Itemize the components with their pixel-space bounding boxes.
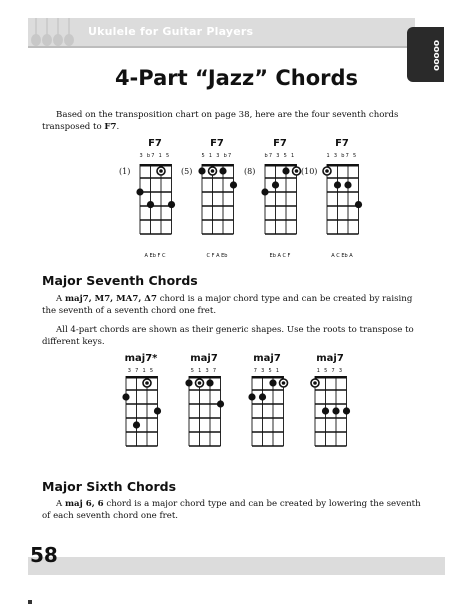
finger-dot [219, 167, 226, 174]
finger-dot [122, 393, 129, 400]
chord-intervals: b7 3 5 1 [264, 153, 296, 159]
chord-notes: A C Eb A [331, 253, 353, 259]
chord-name: F7 [148, 138, 162, 149]
finger-dot [282, 167, 289, 174]
fret-position-label: (1) [119, 167, 131, 176]
root-note-dot [323, 167, 331, 175]
nut-line [252, 376, 284, 379]
generic-shapes-paragraph: All 4-part chords are shown as their generic shapes. Use the roots to transpose to different keys. [42, 325, 414, 347]
root-note-dot [280, 379, 288, 387]
page-number: 58 [30, 543, 58, 567]
finger-dot [185, 379, 192, 386]
chord-diagram-maj7 [185, 376, 224, 446]
root-note-dot [143, 379, 151, 387]
nut-line [265, 164, 297, 167]
finger-dot [206, 379, 213, 386]
finger-dot [133, 421, 140, 428]
fret-position-label: (8) [244, 167, 256, 176]
root-note-dot [196, 379, 204, 387]
finger-dot [261, 188, 268, 195]
nut-line [202, 164, 234, 167]
chord-diagram-f7 [261, 164, 300, 234]
chord-intervals: 1 5 7 3 [316, 368, 344, 374]
ukulele-icon [32, 18, 41, 46]
ukulele-icons [30, 16, 80, 48]
finger-dot [230, 181, 237, 188]
major-sixth-paragraph [42, 498, 426, 522]
finger-dot [136, 188, 143, 195]
chord-name: maj7 [316, 353, 344, 364]
ukulele-icon [65, 18, 74, 46]
chord-diagram-maj7 [248, 376, 287, 446]
chord-name: F7 [335, 138, 349, 149]
chord-intervals: 7 3 5 1 [253, 368, 281, 374]
maj6-description: chord is a major chord type and can be created by lowering the seventh of each seventh chord one fret. [42, 499, 421, 521]
ukulele-icon [43, 18, 52, 46]
finger-dot [154, 407, 161, 414]
page-title: 4-Part “Jazz” Chords [114, 66, 359, 90]
chord-notes: C F A Eb [206, 253, 228, 259]
intro-chord: F7 [104, 122, 117, 132]
chord-name: maj7 [253, 353, 281, 364]
major-sixth-heading: Major Sixth Chords [42, 479, 177, 494]
chord-diagram-maj7 [311, 376, 350, 446]
chord-intervals: 3 b7 1 5 [139, 153, 171, 159]
root-note-dot [157, 167, 165, 175]
finger-dot [248, 393, 255, 400]
finger-dot [355, 201, 362, 208]
chord-intervals: 5 1 3 b7 [201, 153, 233, 159]
nut-line [140, 164, 172, 167]
chord-diagram-f7 [136, 164, 175, 234]
root-note-dot [311, 379, 319, 387]
ukulele-icon [54, 18, 63, 46]
root-note-dot [293, 167, 301, 175]
finger-dot [269, 379, 276, 386]
root-note-dot [209, 167, 217, 175]
chord-intervals: 3 7 1 5 [127, 368, 155, 374]
maj7-description: chord is a major chord type and can be created by raising the seventh of a seventh chord one fret. [42, 294, 413, 316]
chord-diagram-maj7 [122, 376, 161, 446]
maj6-symbols: maj 6, 6 [64, 499, 104, 509]
chord-notes: Eb A C F [269, 253, 291, 259]
fret-position-label: (10) [301, 167, 318, 176]
finger-dot [343, 407, 350, 414]
chord-name: F7 [210, 138, 224, 149]
finger-dot [334, 181, 341, 188]
header-divider [28, 46, 415, 48]
chapter-tab-label: ooooo [431, 39, 441, 71]
chord-notes: A Eb F C [144, 253, 166, 259]
finger-dot [217, 400, 224, 407]
intro-text: Based on the transposition chart on page 38, here are the four seventh chords transposed to [42, 110, 399, 132]
chord-diagram-f7 [323, 164, 362, 234]
finger-dot [198, 167, 205, 174]
major-seventh-heading: Major Seventh Chords [42, 273, 198, 288]
maj7-prefix: A [56, 294, 65, 304]
chord-name: maj7* [124, 353, 158, 364]
finger-dot [332, 407, 339, 414]
nut-line [327, 164, 359, 167]
fret-position-label: (5) [181, 167, 193, 176]
intro-paragraph [42, 109, 422, 133]
crop-mark [28, 600, 32, 604]
nut-line [189, 376, 221, 379]
chord-name: F7 [273, 138, 287, 149]
finger-dot [322, 407, 329, 414]
book-title: Ukulele for Guitar Players [88, 25, 254, 38]
maj7-symbols: maj7, M7, MA7, Δ7 [64, 294, 157, 304]
nut-line [126, 376, 158, 379]
chord-intervals: 5 1 3 7 [190, 368, 218, 374]
finger-dot [259, 393, 266, 400]
chord-intervals: 1 3 b7 5 [326, 153, 358, 159]
chord-name: maj7 [190, 353, 218, 364]
intro-period: . [116, 122, 120, 132]
finger-dot [168, 201, 175, 208]
finger-dot [147, 201, 154, 208]
finger-dot [272, 181, 279, 188]
footer-bar [28, 557, 445, 575]
nut-line [315, 376, 347, 379]
finger-dot [344, 181, 351, 188]
maj6-prefix: A [56, 499, 65, 509]
chord-diagram-f7 [198, 164, 237, 234]
major-seventh-paragraph [42, 293, 426, 317]
